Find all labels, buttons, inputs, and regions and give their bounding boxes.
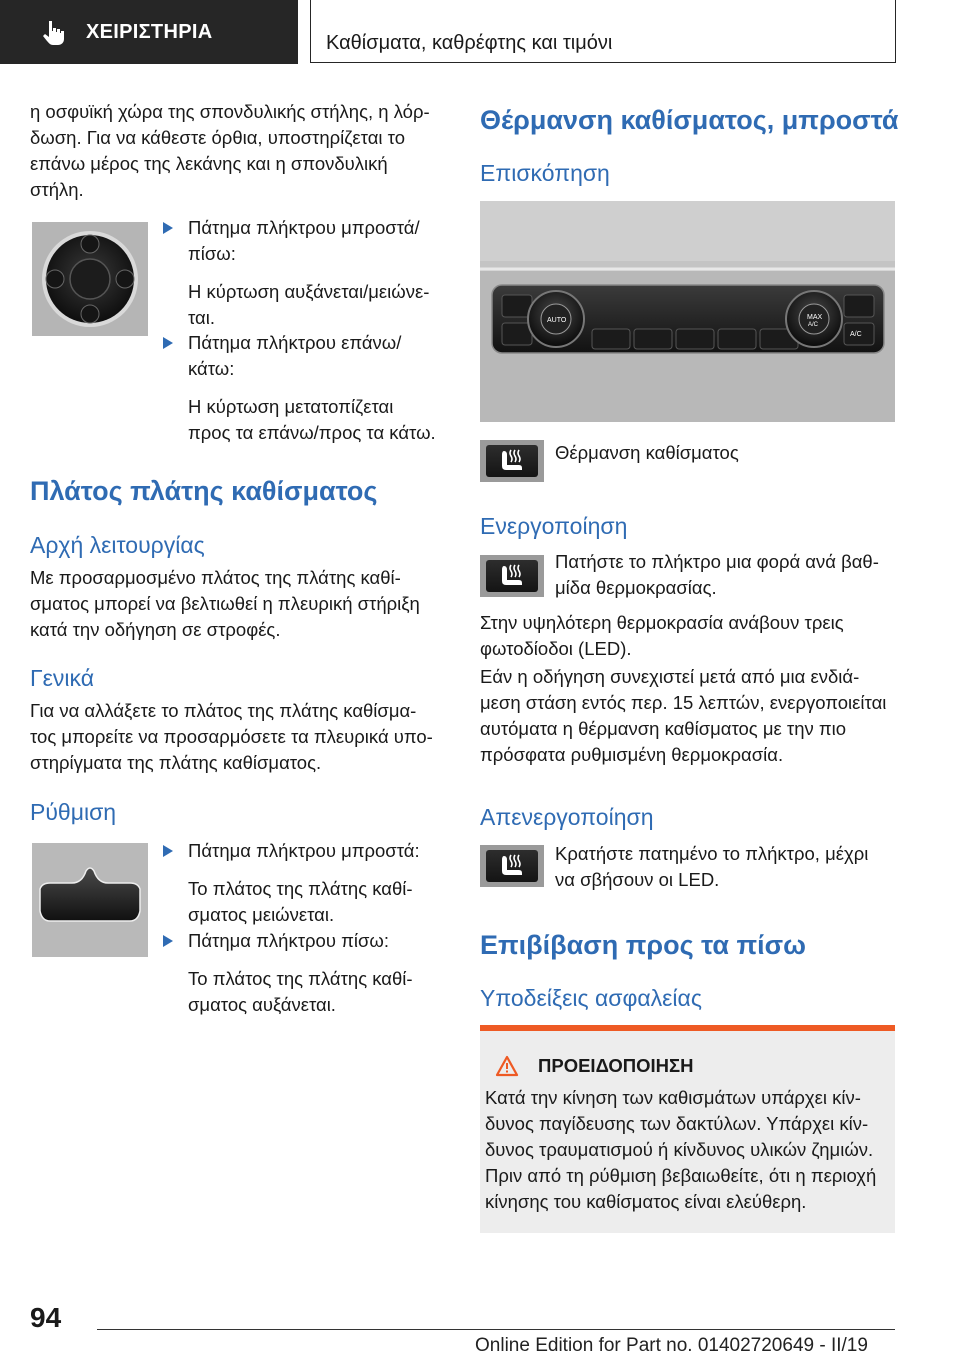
intro-line: στήλη. [30, 179, 84, 200]
width-item-2 [188, 928, 458, 1018]
heading-rear-entry: Επιβίβαση προς τα πίσω [480, 930, 806, 960]
panel-ac-label: A/C [850, 331, 862, 338]
activation-line: μίδα θερμοκρασίας. [555, 577, 717, 598]
activation-line: αυτόματα η θέρμανση καθίσματος με την πιο [480, 718, 847, 739]
width-action: Πάτημα πλήκτρου πίσω: [188, 930, 389, 951]
bullet-triangle-icon [163, 222, 173, 234]
deactivation-line: Κρατήστε πατημένο το πλήκτρο, μέχρι [555, 843, 869, 864]
seat-heating-button-image [480, 845, 544, 887]
heading-backrest-width: Πλάτος πλάτης καθίσματος [30, 476, 378, 506]
heading-safety: Υποδείξεις ασφαλείας [480, 985, 702, 1011]
header-section-tab [0, 0, 298, 64]
seat-heating-icon [497, 447, 527, 475]
panel-auto-label: AUTO [547, 317, 567, 324]
warning-title: ΠΡΟΕΙΔΟΠΟΙΗΣΗ [538, 1055, 694, 1076]
lumbar-item-1 [188, 215, 458, 331]
heading-deactivation: Απενεργοποίηση [480, 804, 654, 830]
principle-line: Με προσαρμοσμένο πλάτος της πλάτης καθί- [30, 567, 401, 588]
principle-line: κατά την οδήγηση σε στροφές. [30, 619, 281, 640]
lumbar-result: προς τα επάνω/προς τα κάτω. [188, 422, 436, 443]
general-paragraph [30, 698, 455, 776]
backrest-width-switch-image [32, 843, 148, 957]
warning-text [485, 1085, 895, 1215]
activation-line: Στην υψηλότερη θερμοκρασία ανάβουν τρεις [480, 612, 844, 633]
general-line: Για να αλλάξετε το πλάτος της πλάτης καθίσμα- [30, 700, 417, 721]
general-line: τος μπορείτε να προσαρμόσετε τα πλευρικά υπο- [30, 726, 433, 747]
activation-line: Εάν η οδήγηση συνεχιστεί μετά από μια ενδιά- [480, 666, 860, 687]
intro-line: δωση. Για να κάθεστε όρθια, υποστηρίζεται το [30, 127, 405, 148]
width-result: σματος αυξάνεται. [188, 994, 336, 1015]
chapter-title: Καθίσματα, καθρέφτης και τιμόνι [326, 32, 613, 54]
principle-paragraph [30, 565, 455, 643]
warning-line: κίνησης του καθίσματος είναι ελεύθερη. [485, 1191, 807, 1212]
seat-heating-icon [497, 562, 527, 590]
panel-max-label: MAX [807, 314, 823, 321]
heading-activation: Ενεργοποίηση [480, 513, 628, 539]
heading-general: Γενικά [30, 665, 95, 691]
lumbar-result: Η κύρτωση μετατοπίζεται [188, 396, 394, 417]
footer-edition: Online Edition for Part no. 01402720649 - II/19 [475, 1335, 868, 1356]
intro-line: επάνω μέρος της λεκάνης και η σπονδυλική [30, 153, 388, 174]
heading-seat-heating: Θέρμανση καθίσματος, μπροστά [480, 105, 899, 135]
lumbar-support-switch-image [32, 222, 148, 336]
warning-triangle-icon [495, 1055, 519, 1077]
activation-line: φωτοδίοδοι (LED). [480, 638, 632, 659]
warning-line: δυνος τραυματισμού ή κίνδυνος υλικών ζημιών. [485, 1139, 874, 1160]
lumbar-result: ται. [188, 307, 215, 328]
width-result: σματος μειώνεται. [188, 904, 335, 925]
width-item-1 [188, 838, 458, 928]
warning-line: Κατά την κίνηση των καθισμάτων υπάρχει κίν- [485, 1087, 861, 1108]
activation-line: Πατήστε το πλήκτρο μια φορά ανά βαθ- [555, 551, 879, 572]
lumbar-result: Η κύρτωση αυξάνεται/μειώνε- [188, 281, 430, 302]
lumbar-action: πίσω: [188, 243, 236, 264]
lumbar-action: κάτω: [188, 358, 235, 379]
intro-paragraph [30, 99, 455, 203]
seat-heating-icon [497, 852, 527, 880]
footer-divider [97, 1329, 895, 1330]
bullet-triangle-icon [163, 337, 173, 349]
heading-principle: Αρχή λειτουργίας [30, 532, 205, 558]
seat-heating-button-image [480, 440, 544, 482]
width-action: Πάτημα πλήκτρου μπροστά: [188, 840, 420, 861]
seat-heating-label: Θέρμανση καθίσματος [555, 442, 739, 463]
page-number: 94 [30, 1302, 62, 1333]
heading-adjust: Ρύθμιση [30, 799, 117, 825]
activation-step [555, 549, 900, 601]
width-result: Το πλάτος της πλάτης καθί- [188, 968, 413, 989]
general-line: στηρίγματα της πλάτης καθίσματος. [30, 752, 322, 773]
climate-control-panel-image [480, 201, 895, 422]
lumbar-action: Πάτημα πλήκτρου μπροστά/ [188, 217, 420, 238]
bullet-triangle-icon [163, 935, 173, 947]
panel-ac-small-label: A/C [808, 322, 819, 328]
intro-line: η οσφυϊκή χώρα της σπονδυλικής στήλης, η λόρ- [30, 101, 430, 122]
warning-line: δυνος παγίδευσης των δακτύλων. Υπάρχει κίν- [485, 1113, 869, 1134]
activation-line: πρόσφατα ρυθμισμένη θερμοκρασία. [480, 744, 784, 765]
warning-line: Πριν από τη ρύθμιση βεβαιωθείτε, ότι η περιοχή [485, 1165, 877, 1186]
activation-paragraph-2 [480, 610, 900, 662]
activation-line: μεση στάση εντός περ. 15 λεπτών, ενεργοποιείται [480, 692, 887, 713]
section-title: ΧΕΙΡΙΣΤΗΡΙΑ [86, 20, 213, 43]
warning-box [480, 1025, 895, 1233]
hand-pointer-icon [40, 18, 68, 46]
lumbar-action: Πάτημα πλήκτρου επάνω/ [188, 332, 402, 353]
principle-line: σματος μπορεί να βελτιωθεί η πλευρική στήριξη [30, 593, 420, 614]
bullet-triangle-icon [163, 845, 173, 857]
lumbar-item-2 [188, 330, 458, 446]
heading-overview: Επισκόπηση [480, 160, 610, 186]
seat-heating-button-image [480, 555, 544, 597]
deactivation-step [555, 841, 900, 893]
activation-paragraph-3 [480, 664, 900, 768]
width-result: Το πλάτος της πλάτης καθί- [188, 878, 413, 899]
header-chapter-box [310, 0, 896, 63]
deactivation-line: να σβήσουν οι LED. [555, 869, 720, 890]
